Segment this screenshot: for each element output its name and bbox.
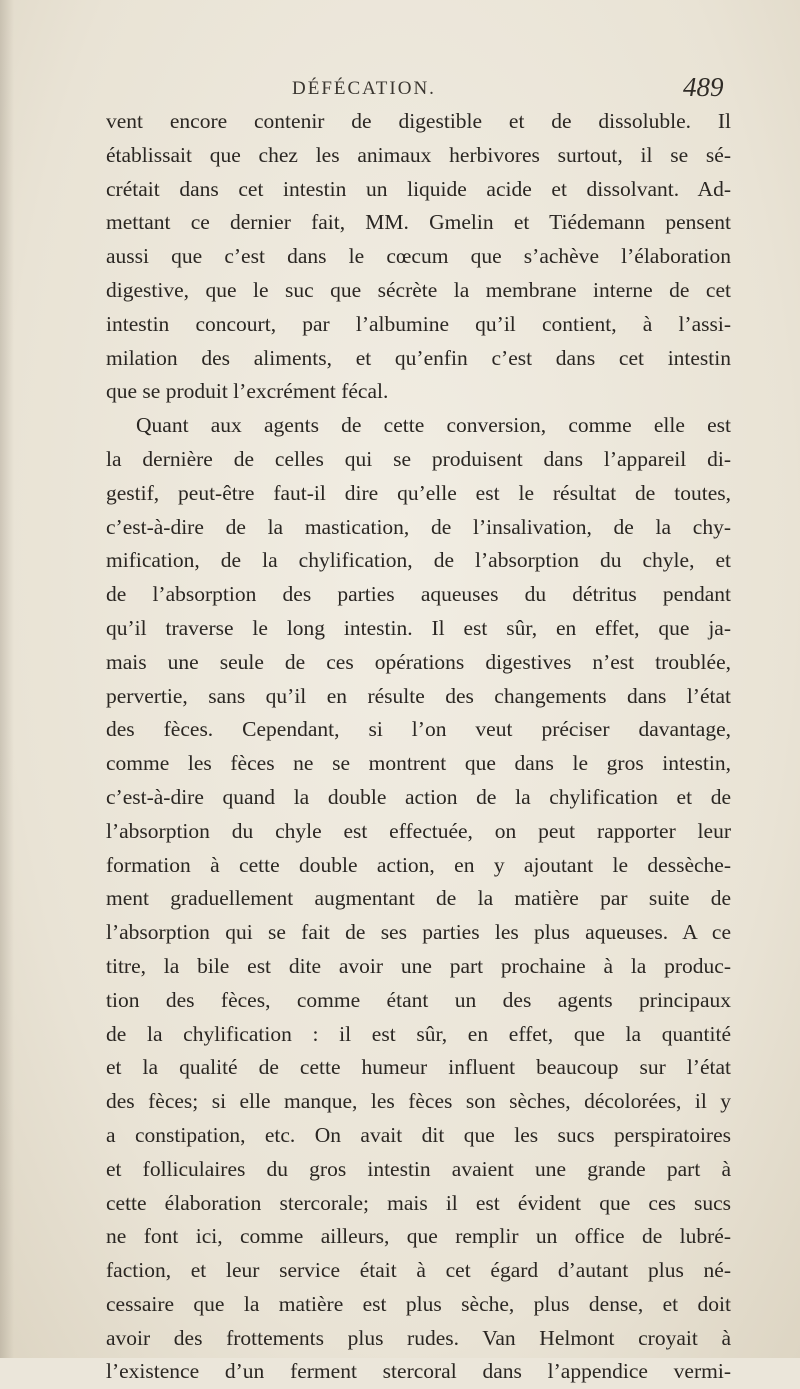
text-line: digestive, que le suc que sécrète la membrane interne de cet: [106, 277, 731, 302]
text-line: milation des aliments, et qu’enfin c’est dans cet intestin: [106, 345, 731, 370]
text-line: c’est-à-dire quand la double action de la chylification et de: [106, 784, 731, 809]
text-line: aussi que c’est dans le cœcum que s’achève l’élaboration: [106, 244, 731, 269]
text-line: cessaire que la matière est plus sèche, plus dense, et doit: [106, 1291, 731, 1316]
text-line: la dernière de celles qui se produisent dans l’appareil di-: [106, 446, 731, 471]
page-number: 489: [683, 72, 724, 102]
text-line: Quant aux agents de cette conversion, comme elle est: [136, 413, 731, 438]
text-line: comme les fèces ne se montrent que dans le gros intestin,: [106, 751, 731, 776]
body-text: [106, 105, 731, 1389]
text-line: ment graduellement augmentant de la matière par suite de: [106, 886, 731, 911]
text-line: intestin concourt, par l’albumine qu’il contient, à l’assi-: [106, 311, 731, 336]
text-line: formation à cette double action, en y ajoutant le dessèche-: [106, 852, 731, 877]
text-line: c’est-à-dire de la mastication, de l’insalivation, de la chy-: [106, 514, 731, 539]
text-line: établissait que chez les animaux herbivores surtout, il se sé-: [106, 142, 731, 167]
page-edge-shadow: [0, 0, 14, 1358]
text-line: des fèces. Cependant, si l’on veut préciser davantage,: [106, 717, 731, 742]
text-line: titre, la bile est dite avoir une part prochaine à la produc-: [106, 953, 731, 978]
text-line: pervertie, sans qu’il en résulte des changements dans l’état: [106, 683, 731, 708]
text-line: l’absorption qui se fait de ses parties les plus aqueuses. A ce: [106, 920, 731, 945]
text-line: ne font ici, comme ailleurs, que remplir un office de lubré-: [106, 1224, 731, 1249]
text-line: avoir des frottements plus rudes. Van Helmont croyait à: [106, 1325, 731, 1350]
text-line: faction, et leur service était à cet égard d’autant plus né-: [106, 1258, 731, 1283]
text-line: a constipation, etc. On avait dit que les sucs perspiratoires: [106, 1122, 731, 1147]
text-line: et la qualité de cette humeur influent beaucoup sur l’état: [106, 1055, 731, 1080]
text-line: crétait dans cet intestin un liquide acide et dissolvant. Ad-: [106, 176, 731, 201]
text-line: vent encore contenir de digestible et de dissoluble. Il: [106, 109, 731, 133]
text-line: des fèces; si elle manque, les fèces son sèches, décolorées, il y: [106, 1089, 731, 1114]
text-line: l’existence d’un ferment stercoral dans l’appendice vermi-: [106, 1359, 731, 1384]
text-line: cette élaboration stercorale; mais il est évident que ces sucs: [106, 1190, 731, 1215]
text-line: mais une seule de ces opérations digestives n’est troublée,: [106, 649, 731, 674]
page-header: [0, 72, 800, 106]
text-line: de la chylification : il est sûr, en effet, que la quantité: [106, 1021, 731, 1046]
text-line: qu’il traverse le long intestin. Il est sûr, en effet, que ja-: [106, 615, 731, 640]
running-head: DÉFÉCATION.: [292, 78, 436, 99]
text-line: tion des fèces, comme étant un des agents principaux: [106, 987, 731, 1012]
text-line: de l’absorption des parties aqueuses du détritus pendant: [106, 582, 731, 607]
text-line: mettant ce dernier fait, MM. Gmelin et Tiédemann pensent: [106, 210, 731, 235]
text-line: gestif, peut-être faut-il dire qu’elle est le résultat de toutes,: [106, 480, 731, 505]
text-line: l’absorption du chyle est effectuée, on peut rapporter leur: [106, 818, 731, 843]
text-line: que se produit l’excrément fécal.: [106, 379, 389, 404]
text-line: et folliculaires du gros intestin avaient une grande part à: [106, 1156, 731, 1181]
text-line: mification, de la chylification, de l’absorption du chyle, et: [106, 548, 731, 573]
